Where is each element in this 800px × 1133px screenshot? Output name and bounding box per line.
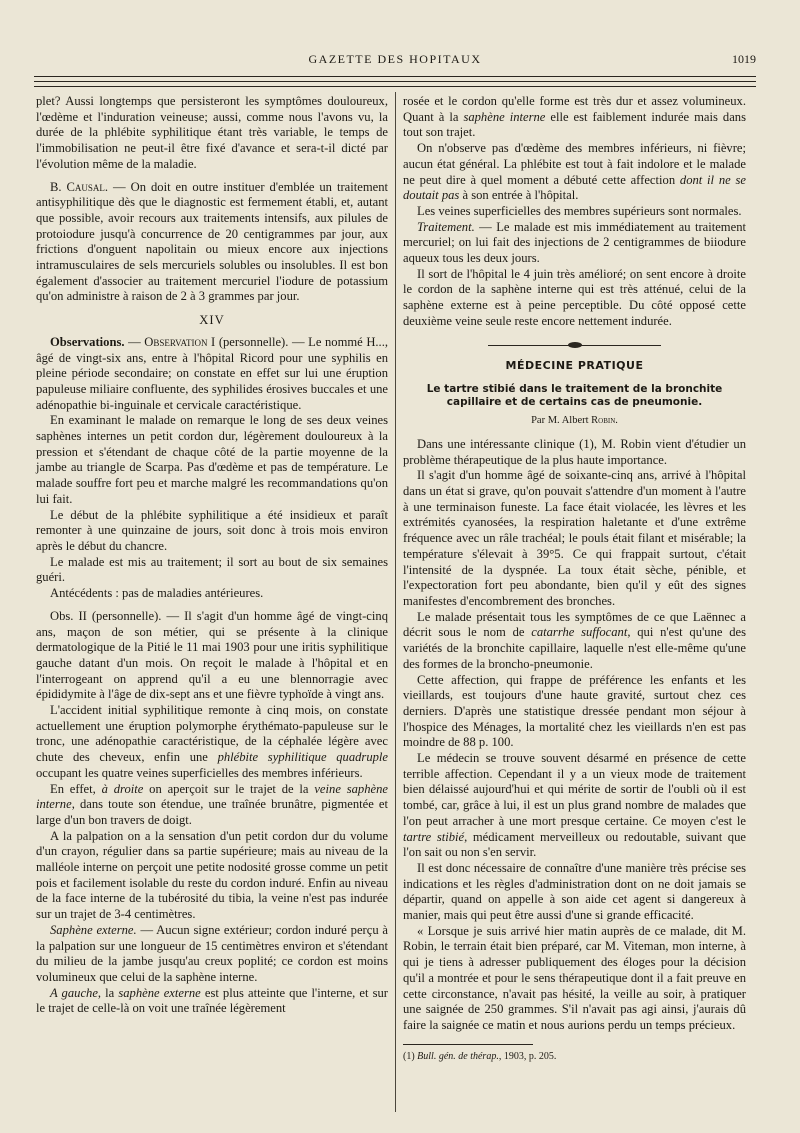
italic-run: saphène interne <box>463 109 546 124</box>
text-run: En effet, <box>50 781 102 796</box>
paragraph-observation-2: Obs. II (personnelle). — Il s'agit d'un homme âgé de vingt-cinq ans, maçon de son métier, qui se présente à la clinique dermatologique de la Pitié le 11 mai 1903 pour une iritis syphilitique gauche datant d'un mois. On reçoit le malade à l'hôpital et en l'interrogeant on apprend qu'il a eu une blennorragie avec épididymite à l'âge de dix-sept ans et une fièvre typhoïde à vingt ans. <box>36 608 388 702</box>
italic-run: veine saphène interne <box>36 781 388 812</box>
article-title: Le tartre stibié dans le traitement de la bronchite capillaire et de certains cas de pneumonie. <box>426 383 723 409</box>
italic-run: catarrhe suffocant <box>531 625 628 640</box>
causal-label: B. Causal. <box>50 179 109 194</box>
paragraph <box>403 220 746 267</box>
footnote-marker: (1) <box>403 1050 418 1062</box>
byline <box>403 413 746 429</box>
paragraph: plet? Aussi longtemps que persisteront les symptômes douloureux, l'œdème et l'induration veineuse; aussi, comme nous l'avons vu, la durée de la phlébite syphilitique étant très variable, le temps de l'immobilisation ne peut-il être fixé d'avance et sera-t-il dicté par l'évolution même de la maladie. <box>36 94 388 171</box>
footnote-reference: , 1903, p. 205. <box>498 1050 557 1062</box>
text-run: , médicament merveilleux ou redoutable, suivant que l'on sait ou non s'en servir. <box>403 829 746 860</box>
right-column <box>403 94 746 1064</box>
paragraph <box>36 703 388 782</box>
left-column <box>36 94 388 1017</box>
paragraph: Dans une intéressante clinique (1), M. Robin vient d'étudier un problème thérapeutique de la plus haute importance. <box>403 436 746 467</box>
text-run: Le malade présentait tous les symptômes de ce que Laënnec a décrit sous le nom de <box>403 609 746 640</box>
paragraph <box>36 986 388 1017</box>
paragraph: Antécédents : pas de maladies antérieures. <box>50 586 264 601</box>
text-run: L'accident initial syphilitique remonte à cinq mois, on constate actuellement une éruption polymorphe érythémato-papuleuse sur le tronc, une adénopathie caractéristique, de la céphalée légère avec chute des cheveux, enfin une <box>36 703 388 765</box>
text-run: est plus atteinte que l'interne, et sur le trajet de celle-là on voit une traînée légèrement <box>36 985 388 1016</box>
page-header <box>34 52 756 74</box>
italic-run: à droite <box>101 781 144 796</box>
paragraph: Cette affection, qui frappe de préférence les enfants et les vieillards, est toujours d'une haute gravité, surtout chez ces derniers. D'après une statistique dressée pendant mon séjour à l'hospice des Ménages, la mortalité chez les vieillards n'en est pas moindre de 88 p. 100. <box>403 672 746 750</box>
section-heading: MÉDECINE PRATIQUE <box>505 358 644 372</box>
italic-run: Saphène externe. <box>50 922 137 937</box>
paragraph: Il s'agit d'un homme âgé de soixante-cinq ans, arrivé à l'hôpital dans un état si grave, qu'on pouvait s'attendre d'un moment à l'autre à une terminaison funeste. La face était violacée, les lèvres et les extrémités cyanosées, la respiration haletante et d'une extrême fréquence avec un râle trachéal; le pouls était filant et misérable; la température s'élevait à 39°5. Ce qui frappait surtout, c'était l'intensité de la dyspnée. La toux était sèche, pénible, et l'expectoration fort peu abondante, bien qu'il y eût des signes manifestes d'encombrement des bronches. <box>403 468 746 608</box>
header-double-rule <box>34 76 756 82</box>
paragraph: « Lorsque je suis arrivé hier matin auprès de ce malade, dit M. Robin, le terrain était bien préparé, car M. Viteman, mon interne, à qui je tiens à adresser publiquement des éloges pour la décision qu'il a montrée et pour le sens thérapeutique dont il a fait preuve en cette circonstance, n'avait pas hésité, la veille au soir, à pratiquer une saignée de 250 grammes. S'il n'avait pas agi ainsi, j'aurais dû faire la saignée ce matin et nous aurions perdu un temps précieux. <box>403 923 746 1032</box>
footnote-rule <box>403 1044 533 1045</box>
text-run: rosée et le cordon qu'elle forme est très dur et assez volumineux. Quant à la <box>403 94 746 124</box>
paragraph: Les veines superficielles des membres supérieurs sont normales. <box>417 203 742 218</box>
paragraph: Le malade est mis au traitement; il sort au bout de six semaines guéri. <box>36 554 388 585</box>
running-title: GAZETTE DES HOPITAUX <box>308 52 482 66</box>
text-run: On n'observe pas d'œdème des membres inférieurs, ni fièvre; aucun état général. La phlébite est tout à fait indolore et le malade ne peut dire à quel moment a débuté cette affection <box>403 141 746 187</box>
text-run: , dans toute son étendue, une traînée brunâtre, pigmentée et large d'un bon travers de doigt. <box>36 797 388 827</box>
text-run: , la <box>97 985 119 1000</box>
text-run: occupant les quatre veines superficielles des membres inférieurs. <box>36 765 363 780</box>
observation-1-text: (personnelle). — Le nommé H..., âgé de vingt-six ans, entre à l'hôpital Ricord pour une syphilis en pleine période secondaire; on constate en effet sur lui une éruption papuleuse miliaire confluente, des syphilides érosives buccales et une adénopathie bi-inguinale et cervicale caractéristique. <box>36 334 389 412</box>
paragraph <box>36 923 388 986</box>
section-number: XIV <box>199 313 225 328</box>
italic-run: A gauche <box>50 985 98 1000</box>
paragraph <box>403 610 746 673</box>
text-run: — Le malade est mis immédiatement au traitement mercuriel; on lui fait des injections de 2 centigrammes de biiodure aqueux tous les deux jours. <box>403 219 746 266</box>
italic-run: saphène externe <box>118 985 201 1000</box>
text-run: , qui n'est qu'une des variétés de la bronchite capillaire, laquelle n'est elle-même qu'une des formes de la broncho-pneumonie. <box>403 625 747 671</box>
footnote-source: Bull. gén. de thérap. <box>417 1050 499 1062</box>
column-divider <box>395 92 396 1112</box>
causal-text: — On doit en outre instituer d'emblée un traitement antisyphilitique dès que le diagnostic est fermement établi, et, autant que possible, avoir recours aux traitements intensifs, aux pilules de protoiodure jusqu'à concurrence de 20 centigrammes par jour, aux frictions d'onguent napolitain ou mieux encore aux injections intramusculaires de sels mercuriels solubles ou insolubles. Il est bon également d'associer au traitement mercuriel l'iodure de potassium qu'on administre à raison de 2 à 3 grammes par jour. <box>36 179 388 304</box>
italic-run: Traitement. <box>417 219 475 234</box>
paragraph <box>403 751 746 861</box>
observations-heading: Observations. <box>50 334 125 349</box>
paragraph-observation-1 <box>36 335 388 414</box>
paragraph-causal <box>36 180 388 306</box>
byline-prefix: Par M. Albert <box>531 415 592 427</box>
observation-1-label: — Observation I <box>124 334 216 349</box>
section-ornament <box>403 338 746 352</box>
paragraph <box>403 94 746 141</box>
italic-run: dont il ne se doutait pas <box>403 172 746 203</box>
paragraph <box>36 782 388 829</box>
paragraph: Il est donc nécessaire de connaître d'une manière très précise ses indications et les règles d'administration dont on ne doit jamais se départir, quand on appelle à son aide cet agent si dangereux à manier, mais qui peut être aussi d'une si grande efficacité. <box>403 860 746 923</box>
page-number: 1019 <box>732 52 756 66</box>
paragraph <box>403 141 746 204</box>
text-run: elle est faiblement indurée mais dans tout son trajet. <box>403 109 746 140</box>
paragraph: En examinant le malade on remarque le long de ses deux veines saphènes internes un petit cordon dur, légèrement douloureux à la pression et s'étendant de chaque côté de la partie moyenne de la jambe au triangle de Scarpa. Pas d'œdème et pas de température. Le malade souffre fort peu et marche malgré les recommandations qu'on lui fait. <box>36 413 388 506</box>
italic-run: tartre stibié <box>403 829 465 844</box>
byline-author: Robin. <box>591 415 618 427</box>
paragraph: Il sort de l'hôpital le 4 juin très amélioré; on sent encore à droite le cordon de la saphène interne qui est très atténué, celui de la saphène externe est à peine perceptible. Du côté opposé cette deuxième veine seule reste encore nettement indurée. <box>403 266 746 328</box>
text-run: Le médecin se trouve souvent désarmé en présence de cette terrible affection. Cependant il y a un vieux mode de traitement bien délaissé aujourd'hui et qui mérite de sortir de l'oubli où il est tombé, car, grâce à lui, il est un plus grand nombre de malades que l'on peut arracher à une mort presque certaine. Ce moyen c'est le <box>403 751 746 828</box>
paragraph: A la palpation on a la sensation d'un petit cordon dur du volume d'un crayon, régulier dans sa partie supérieure; mais au niveau de la malléole interne on perçoit une petite nodosité grosse comme un petit pois et facilement isolable du reste du cordon induré. Enfin au niveau de la face interne de la tubérosité du tibia, la veine n'est pas indurée sur un trajet de 3-4 centimètres. <box>36 828 388 922</box>
ornament-dot <box>568 342 582 348</box>
italic-run: phlébite syphilitique quadruple <box>217 750 388 765</box>
paragraph: Le début de la phlébite syphilitique a été insidieux et paraît remonter à une quinzaine de jours, soit donc à trois mois environ après le début du chancre. <box>36 507 388 553</box>
text-run: à son entrée à l'hôpital. <box>459 188 579 203</box>
footnote <box>403 1049 746 1065</box>
text-run: — Aucun signe extérieur; cordon induré perçu à la palpation sur une longueur de 15 centimètres environ et s'étendant du milieu de la jambe jusqu'au creux poplité; ce cordon est moins volumineux que celui de la saphène interne. <box>36 922 388 984</box>
header-rule <box>34 86 756 87</box>
text-run: on aperçoit sur le trajet de la <box>143 781 315 796</box>
